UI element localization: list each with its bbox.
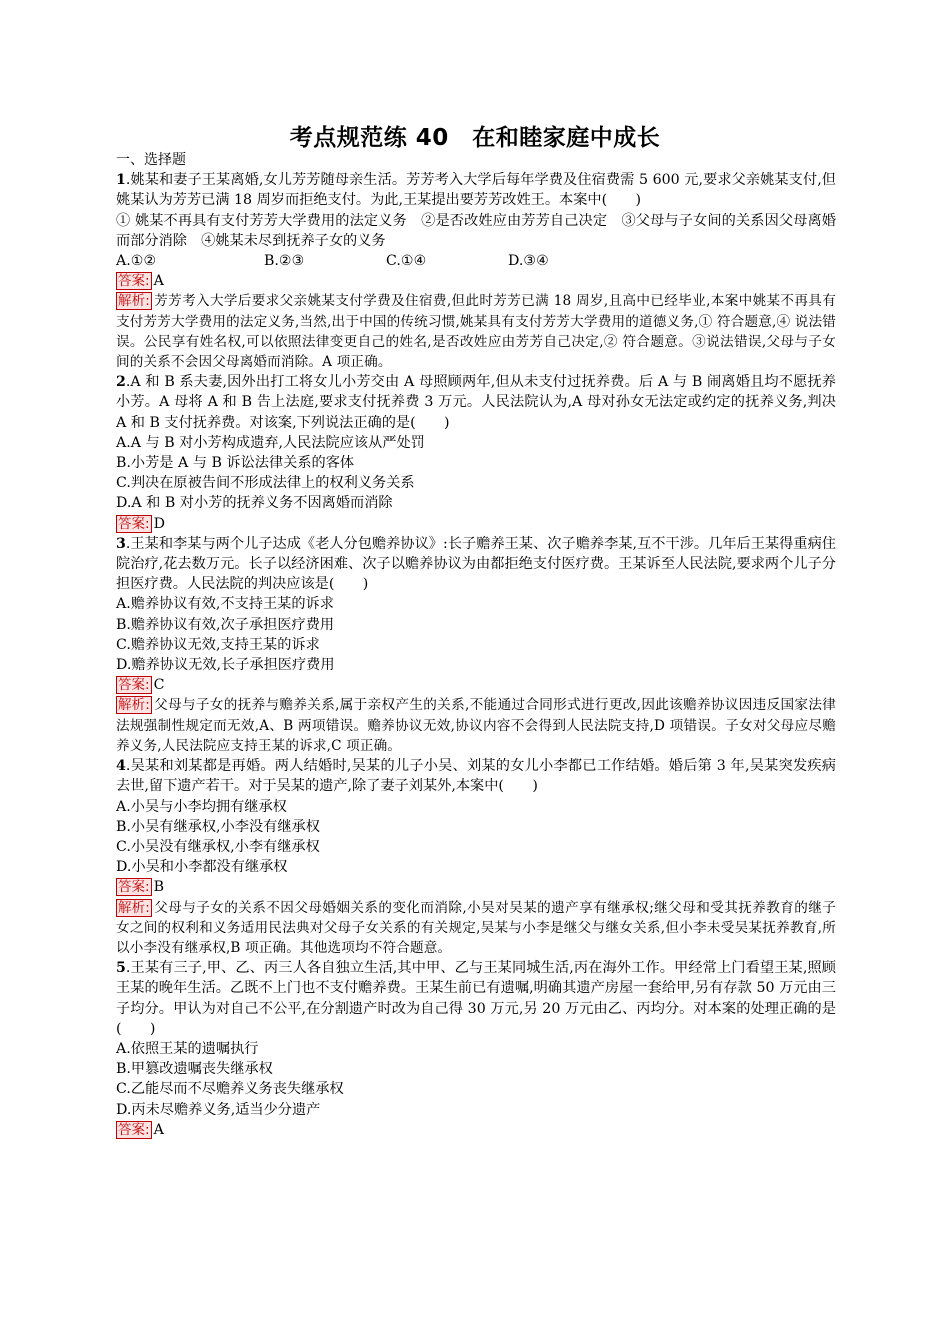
explanation-tag: 解析: bbox=[118, 293, 150, 310]
explanation-text: 父母与子女的抚养与赡养关系,属于亲权产生的关系,不能通过合同形式进行更改,因此该赡养协议因违反国家法律法规强制性规定而无效,A、B 两项错误。赡养协议无效,协议内容不会得到人民法院支持,D 项错误。子女对父母应尽赡养义务,人民法院应支持王某的诉求,C 项正确。 bbox=[116, 697, 836, 754]
answer-tag: 答案: bbox=[118, 1121, 150, 1138]
option-a: A.小吴与小李均拥有继承权 bbox=[116, 798, 287, 815]
option-a: A.A 与 B 对小芳构成遗弃,人民法院应该从严处罚 bbox=[116, 434, 425, 451]
question-3 bbox=[116, 534, 836, 756]
answer-value: D bbox=[153, 515, 165, 532]
question-stem: 3.王某和李某与两个儿子达成《老人分包赡养协议》:长子赡养王某、次子赡养李某,互不干涉。几年后王某得重病住院治疗,花去数万元。长子以经济困难、次子以赡养协议为由都拒绝支付医疗费。王某诉至人民法院,要求两个儿子分担医疗费。人民法院的判决应该是( ) bbox=[116, 535, 836, 593]
question-4 bbox=[116, 756, 836, 958]
option-d: D.小吴和小李都没有继承权 bbox=[116, 859, 288, 876]
explanation-text: 父母与子女的关系不因父母婚姻关系的变化而消除,小吴对吴某的遗产享有继承权;继父母和受其抚养教育的继子女之间的权利和义务适用民法典对父母子女关系的有关规定,吴某与小李是继父与继女关系,但小李未受吴某抚养教育,所以小李没有继承权,B 项正确。其他选项均不符合题意。 bbox=[116, 899, 836, 956]
option-a: A.赡养协议有效,不支持王某的诉求 bbox=[116, 596, 334, 613]
option-b: B.小吴有继承权,小李没有继承权 bbox=[116, 818, 320, 835]
explanation-text: 芳芳考入大学后要求父亲姚某支付学费及住宿费,但此时芳芳已满 18 周岁,且高中已经毕业,本案中姚某不再具有支付芳芳大学费用的法定义务,当然,出于中国的传统习惯,姚某具有支付芳芳大学费用的道德义务,① 符合题意,④ 说法错误。公民享有姓名权,可以依照法律变更自己的姓名,是否改姓应由芳芳自己决定,② 符合题意。③说法错误,父母与子女间的关系不会因父母离婚而消除。A 项正确。 bbox=[116, 293, 836, 371]
answer-value: A bbox=[153, 1121, 164, 1138]
question-stem: 4.吴某和刘某都是再婚。两人结婚时,吴某的儿子小吴、刘某的女儿小李都已工作结婚。婚后第 3 年,吴某突发疾病去世,留下遗产若干。对于吴某的遗产,除了妻子刘某外,本案中( ) bbox=[116, 758, 836, 795]
question-statements: ① 姚某不再具有支付芳芳大学费用的法定义务 ②是否改姓应由芳芳自己决定 ③父母与子女间的关系因父母离婚而部分消除 ④姚某未尽到抚养子女的义务 bbox=[116, 212, 836, 249]
question-stem: 1.姚某和妻子王某离婚,女儿芳芳随母亲生活。芳芳考入大学后每年学费及住宿费需 5 600 元,要求父亲姚某支付,但姚某认为芳芳已满 18 周岁而拒绝支付。为此,王某提出要芳芳改姓王。本案中( ) bbox=[116, 172, 836, 209]
explanation-tag: 解析: bbox=[118, 899, 150, 916]
answer-value: B bbox=[153, 879, 164, 896]
answer-line bbox=[116, 514, 836, 534]
answer-tag: 答案: bbox=[118, 273, 150, 290]
question-1 bbox=[116, 170, 836, 372]
question-stem: 5.王某有三子,甲、乙、丙三人各自独立生活,其中甲、乙与王某同城生活,丙在海外工作。甲经常上门看望王某,照顾王某的晚年生活。乙既不上门也不支付赡养费。王某生前已有遗嘱,明确其遗产房屋一套给甲,另有存款 50 万元由三子均分。甲认为对自己不公平,在分割遗产时改为自己得 30 万元,另 20 万元由乙、丙均分。对本案的处理正确的是( ) bbox=[116, 960, 836, 1037]
question-5 bbox=[116, 958, 836, 1140]
answer-tag: 答案: bbox=[118, 515, 150, 532]
answer-line bbox=[116, 675, 836, 695]
option-d: D.丙未尽赡养义务,适当少分遗产 bbox=[116, 1101, 321, 1118]
answer-value: C bbox=[153, 677, 165, 694]
exercise-content bbox=[116, 150, 836, 1140]
question-number: 1 bbox=[116, 172, 126, 189]
answer-line bbox=[116, 271, 836, 291]
question-number: 3 bbox=[116, 535, 126, 552]
answer-tag: 答案: bbox=[118, 677, 150, 694]
option-c: C.赡养协议无效,支持王某的诉求 bbox=[116, 636, 320, 653]
question-number: 2 bbox=[116, 374, 126, 391]
answer-line bbox=[116, 1120, 836, 1140]
option-d: D.赡养协议无效,长子承担医疗费用 bbox=[116, 657, 335, 674]
explanation-line bbox=[116, 898, 836, 959]
explanation-line bbox=[116, 291, 836, 372]
question-number: 5 bbox=[116, 960, 126, 977]
option-row bbox=[116, 251, 836, 271]
option-c: C.①④ bbox=[386, 253, 427, 270]
option-c: C.判决在原被告间不形成法律上的权利义务关系 bbox=[116, 475, 415, 492]
option-b: B.甲篡改遗嘱丧失继承权 bbox=[116, 1061, 273, 1078]
answer-value: A bbox=[153, 273, 164, 290]
answer-line bbox=[116, 877, 836, 897]
option-d: D.③④ bbox=[508, 253, 549, 270]
option-b: B.赡养协议有效,次子承担医疗费用 bbox=[116, 616, 335, 633]
option-b: B.②③ bbox=[264, 253, 305, 270]
option-a: A.依照王某的遗嘱执行 bbox=[116, 1040, 259, 1057]
question-2 bbox=[116, 372, 836, 534]
option-c: C.小吴没有继承权,小李有继承权 bbox=[116, 838, 320, 855]
explanation-line bbox=[116, 695, 836, 756]
question-number: 4 bbox=[116, 758, 126, 775]
page-title: 考点规范练 40 在和睦家庭中成长 bbox=[289, 125, 661, 151]
section-heading: 一、选择题 bbox=[116, 152, 186, 168]
answer-tag: 答案: bbox=[118, 879, 150, 896]
option-d: D.A 和 B 对小芳的抚养义务不因离婚而消除 bbox=[116, 495, 393, 512]
explanation-tag: 解析: bbox=[118, 697, 150, 714]
option-b: B.小芳是 A 与 B 诉讼法律关系的客体 bbox=[116, 455, 355, 472]
option-a: A.①② bbox=[116, 253, 157, 270]
question-stem: 2.A 和 B 系夫妻,因外出打工将女儿小芳交由 A 母照顾两年,但从未支付过抚养费。后 A 与 B 闹离婚且均不愿抚养小芳。A 母将 A 和 B 告上法庭,要求支付抚养费 3 万元。人民法院认为,A 母对孙女无法定或约定的抚养义务,判决 A 和 B 支付抚养费。对该案,下列说法正确的是( ) bbox=[116, 374, 836, 431]
option-c: C.乙能尽而不尽赡养义务丧失继承权 bbox=[116, 1081, 344, 1098]
